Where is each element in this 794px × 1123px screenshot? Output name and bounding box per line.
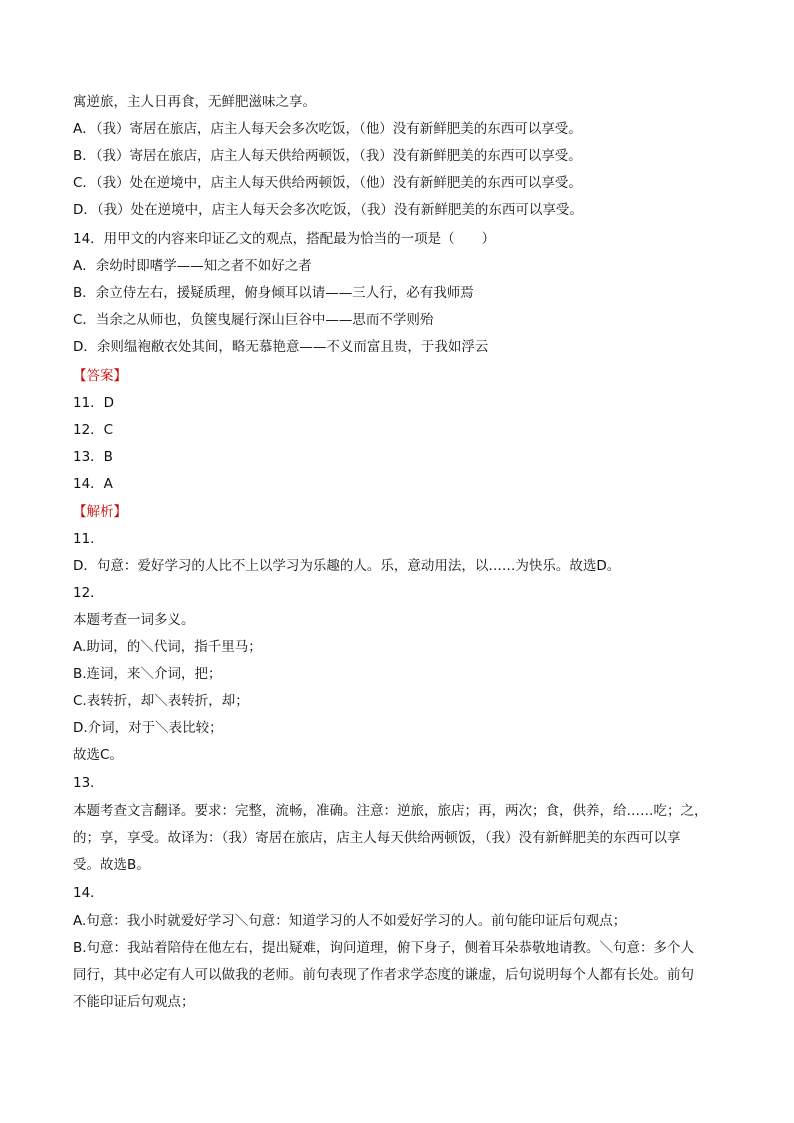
analysis-number: 14． (73, 885, 104, 901)
answer-14: 14．A (73, 476, 113, 492)
analysis-number: 13． (73, 775, 104, 791)
answer-11: 11．D (73, 395, 115, 411)
analysis-text: A.句意：我小时就爱好学习＼句意：知道学习的人不如爱好学习的人。前句能印证后句观点； (73, 913, 627, 929)
analysis-text: B.连词，来＼介词，把； (73, 666, 222, 682)
analysis-number: 12． (73, 585, 104, 601)
analysis-text: 本题考查一词多义。 (73, 612, 195, 628)
analysis-text: C.表转折，却＼表转折，却； (73, 693, 249, 709)
analysis-heading: 【解析】 (73, 504, 127, 520)
option-b-line: B．（我）寄居在旅店，店主人每天供给两顿饭，（我）没有新鲜肥美的东西可以享受。 (73, 148, 582, 164)
analysis-text: B.句意：我站着陪侍在他左右，提出疑难，询问道理，俯下身子，侧着耳朵恭敬地请教。＼句意：多个人 (73, 940, 695, 956)
option-c-line: C．当余之从师也，负箧曳屣行深山巨谷中——思而不学则殆 (73, 312, 434, 328)
option-a-line: A．余幼时即嗜学——知之者不如好之者 (73, 258, 312, 274)
answer-12: 12．C (73, 422, 114, 438)
analysis-text: D.介词，对于＼表比较； (73, 720, 223, 736)
question-14: 14．用甲文的内容来印证乙文的观点，搭配最为恰当的一项是（ ） (73, 231, 496, 247)
analysis-text: 的；享，享受。故译为：（我）寄居在旅店，店主人每天供给两顿饭，（我）没有新鲜肥美的东西可以享 (73, 830, 681, 846)
analysis-text: D．句意：爱好学习的人比不上以学习为乐趣的人。乐，意动用法，以……为快乐。故选D。 (73, 558, 621, 574)
analysis-text: 受。故选B。 (73, 857, 150, 873)
option-a-line: A．（我）寄居在旅店，店主人每天会多次吃饭，（他）没有新鲜肥美的东西可以享受。 (73, 121, 582, 137)
analysis-text: 故选C。 (73, 747, 123, 763)
option-b-line: B．余立侍左右，援疑质理，俯身倾耳以请——三人行，必有我师焉 (73, 285, 474, 301)
text-line: 寓逆旅，主人日再食，无鲜肥滋味之享。 (73, 94, 316, 110)
option-d-line: D．余则缊袍敝衣处其间，略无慕艳意——不义而富且贵，于我如浮云 (73, 339, 489, 355)
analysis-number: 11． (73, 531, 104, 547)
analysis-text: 同行，其中必定有人可以做我的老师。前句表现了作者求学态度的谦虚，后句说明每个人都有长处。前句 (73, 967, 694, 983)
answer-heading: 【答案】 (73, 368, 127, 384)
analysis-text: A.助词，的＼代词，指千里马； (73, 639, 262, 655)
option-d-line: D．（我）处在逆境中，店主人每天会多次吃饭，（我）没有新鲜肥美的东西可以享受。 (73, 202, 583, 218)
analysis-text: 不能印证后句观点； (73, 994, 195, 1010)
option-c-line: C．（我）处在逆境中，店主人每天供给两顿饭，（他）没有新鲜肥美的东西可以享受。 (73, 175, 582, 191)
answer-13: 13．B (73, 449, 113, 465)
analysis-text: 本题考查文言翻译。要求：完整，流畅，准确。注意：逆旅，旅店；再，两次；食，供养，给……吃；之， (73, 803, 708, 819)
